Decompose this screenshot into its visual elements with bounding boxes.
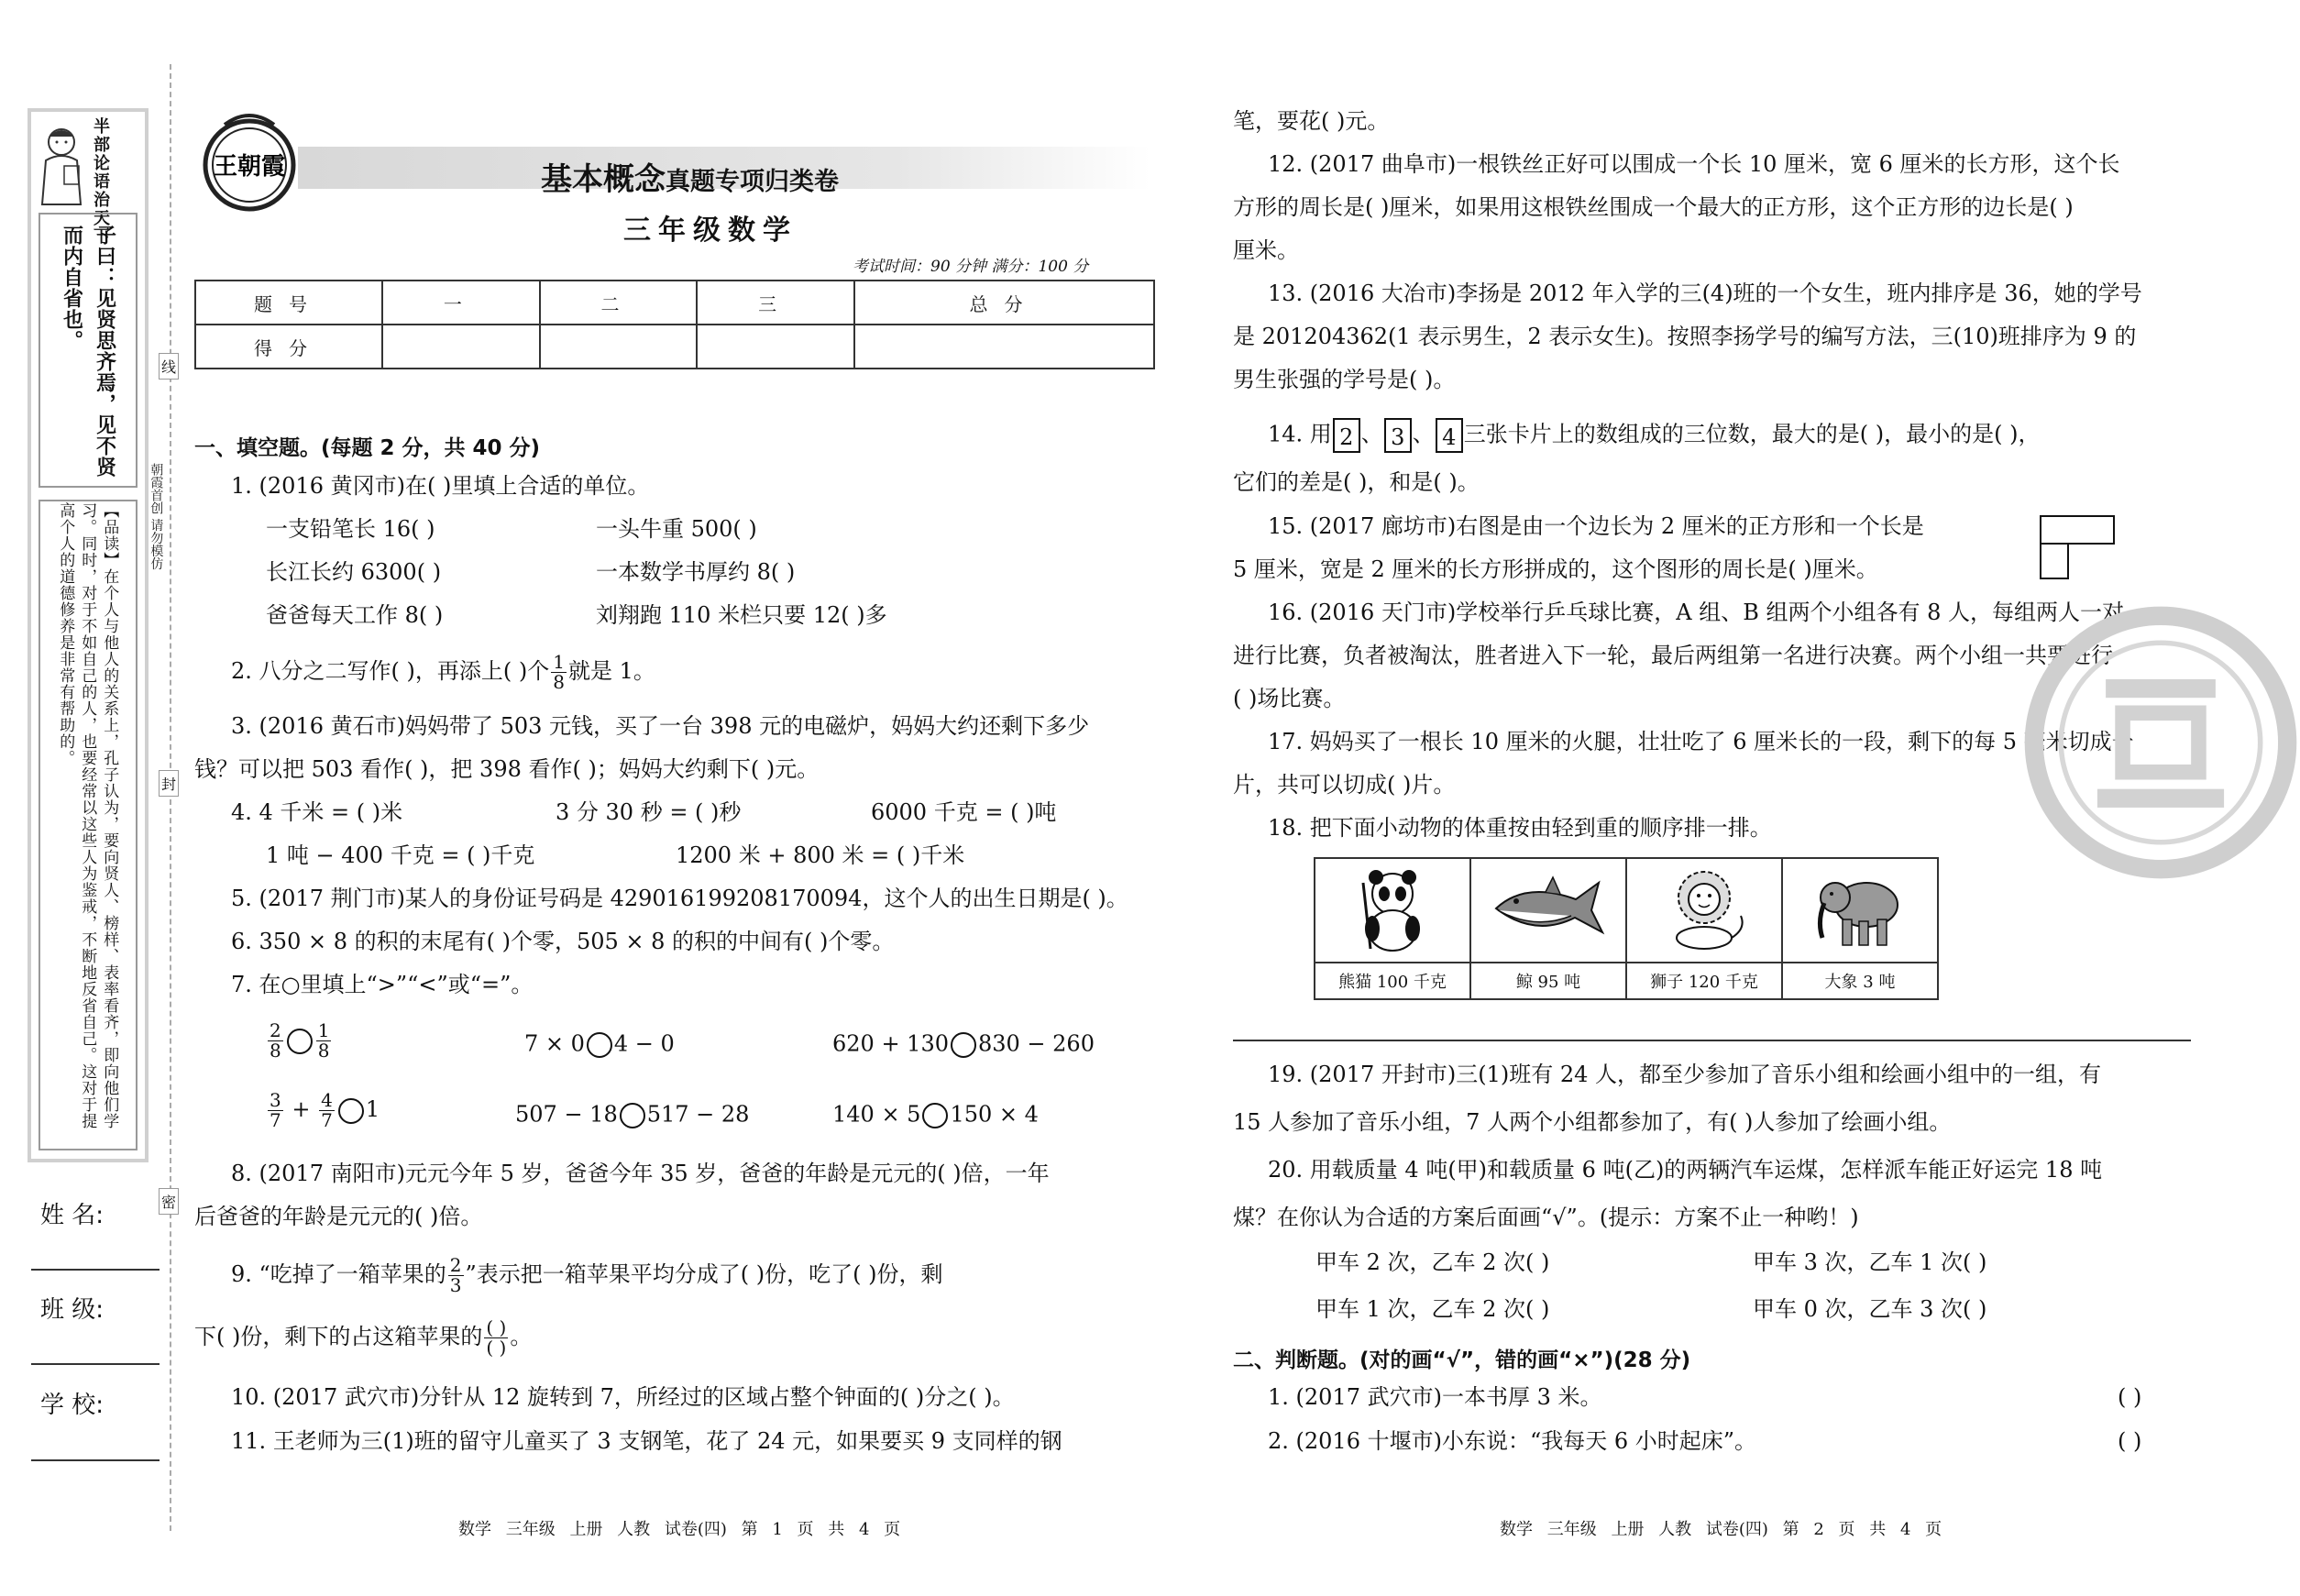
q9-text: 9. “吃掉了一箱苹果的 (231, 1261, 446, 1287)
question-8-line-2: 后爸爸的年龄是元元的( )倍。 (194, 1204, 483, 1229)
score-table-row (195, 325, 1154, 369)
score-cell[interactable] (697, 325, 854, 369)
q1-item-b: 一头牛重 500( ) (596, 516, 757, 542)
question-11-line-2: 笔，要花( )元。 (1233, 108, 1390, 134)
compare-right: 1 (365, 1096, 380, 1122)
animal-picture-cell (1626, 858, 1782, 963)
table-cell: 题号 (195, 281, 382, 325)
q9-text-line2: 下( )份，剩下的占这箱苹果的 (194, 1324, 483, 1349)
compare-right: 4 − 0 (613, 1030, 675, 1057)
q14-text-cont: 三张卡片上的数组成的三位数，最大的是( )，最小的是( )， (1463, 421, 2041, 447)
number-card: 3 (1384, 418, 1412, 453)
lion-icon (1658, 864, 1750, 952)
q1-item-d: 一本数学书厚约 8( ) (596, 559, 796, 585)
score-cell[interactable] (540, 325, 698, 369)
secret-stamp-watermark (2021, 591, 2300, 894)
name-line[interactable] (31, 1269, 160, 1271)
numerator: 2 (449, 1254, 462, 1276)
fraction-one-eighth (316, 1021, 332, 1061)
title-sub: 真题专项归类卷 (666, 168, 839, 196)
denominator: 3 (449, 1274, 462, 1296)
animal-label: 鲸 95 吨 (1470, 963, 1626, 999)
compare-left: 7 × 0 (524, 1030, 585, 1057)
fraction-two-eighths (268, 1021, 283, 1061)
question-13-line-3: 男生张强的学号是( )。 (1233, 367, 1456, 392)
logo-text: 王朝霞 (213, 153, 286, 181)
compare-right: 150 × 4 (950, 1101, 1039, 1128)
copyright-note: 朝霞首创 请勿模仿 (149, 463, 164, 570)
q1-item-a: 一支铅笔长 16( ) (266, 516, 435, 542)
brand-logo (197, 108, 303, 214)
table-cell: 二 (540, 281, 698, 325)
comment-line-2: 习。同时，对于不如自己的人，也要经常以这些人为鉴戒，不断地反省自己。这对于提 (78, 502, 97, 1129)
q4-item-b: 3 分 30 秒 = ( )秒 (556, 799, 742, 825)
animal-weight-table (1314, 857, 1939, 1000)
cut-mark-seal: 封 (159, 770, 179, 797)
denominator: 7 (270, 1109, 281, 1131)
score-table-header (195, 281, 1154, 325)
question-2 (231, 653, 655, 692)
scholar-boy-icon (37, 124, 86, 211)
question-19-line-1: 19. (2017 开封市)三(1)班有 24 人，都至少参加了音乐小组和绘画小组中的一组，有 (1268, 1062, 2102, 1087)
judge-answer-2[interactable]: ( ) (2118, 1428, 2142, 1454)
score-cell[interactable] (854, 325, 1154, 369)
animal-picture-cell (1782, 858, 1938, 963)
question-11-line-1: 11. 王老师为三(1)班的留守儿童买了 3 支钢笔，花了 24 元，如果要买 9 支同样的钢 (231, 1428, 1062, 1454)
animal-label: 大象 3 吨 (1782, 963, 1938, 999)
question-10: 10. (2017 武穴市)分针从 12 旋转到 7，所经过的区域占整个钟面的( )分之( )。 (231, 1384, 1015, 1410)
numerator: 3 (270, 1089, 281, 1111)
question-9-line-2 (194, 1318, 532, 1358)
question-18: 18. 把下面小动物的体重按由轻到重的顺序排一排。 (1268, 815, 1772, 841)
denominator: 8 (270, 1040, 281, 1062)
compare-5 (515, 1103, 749, 1128)
compare-circle[interactable] (951, 1032, 976, 1058)
compare-circle[interactable] (922, 1103, 948, 1128)
title-main: 基本概念 (541, 161, 666, 198)
compare-circle[interactable] (338, 1098, 364, 1124)
elephant-icon (1810, 864, 1910, 952)
judge-answer-1[interactable]: ( ) (2118, 1384, 2142, 1410)
denominator: ( ) (486, 1337, 507, 1359)
paper-title (541, 154, 839, 199)
q4-item-e: 1200 米 + 800 米 = ( )千米 (676, 842, 965, 868)
compare-right: 830 − 260 (977, 1030, 1095, 1057)
compare-circle[interactable] (287, 1029, 313, 1054)
animal-picture-cell (1470, 858, 1626, 963)
animal-label: 熊猫 100 千克 (1315, 963, 1470, 999)
question-20-line-2: 煤？在你认为合适的方案后面画“√”。(提示：方案不止一种哟！) (1233, 1205, 1859, 1230)
page-footer-1: 数学 三年级 上册 人教 试卷(四) 第 1 页 共 4 页 (458, 1520, 901, 1539)
answer-line[interactable] (1233, 1040, 2191, 1041)
judge-question-1: 1. (2017 武穴市)一本书厚 3 米。 (1268, 1384, 1602, 1410)
q9-text-cont: ”表示把一箱苹果平均分成了( )份，吃了( )份，剩 (465, 1261, 943, 1287)
fraction-four-sevenths (319, 1091, 335, 1130)
question-12-line-3: 厘米。 (1233, 237, 1299, 263)
table-cell: 得分 (195, 325, 382, 369)
question-1: 1. (2016 黄冈市)在( )里填上合适的单位。 (231, 473, 650, 499)
compare-2 (524, 1032, 675, 1058)
question-17-line-1: 17. 妈妈买了一根长 10 厘米的火腿，壮壮吃了 6 厘米长的一段，剩下的每 5 毫米切成一 (1268, 729, 2134, 754)
paper-subtitle: 三年级数学 (623, 215, 798, 247)
option-1[interactable]: 甲车 2 次，乙车 2 次( ) (1315, 1249, 1550, 1275)
q14-text: 14. 用 (1268, 421, 1332, 447)
cut-line (170, 64, 171, 1531)
compare-circle[interactable] (620, 1103, 645, 1128)
question-14-line-1: 14. 用 2 、 3 、 4 三张卡片上的数组成的三位数，最大的是( )，最小的是( )， (1268, 418, 2041, 453)
q4-item-d: 1 吨 − 400 千克 = ( )千克 (266, 842, 535, 868)
composite-rectangle-figure (2040, 515, 2115, 579)
question-15-line-2: 5 厘米，宽是 2 厘米的长方形拼成的，这个图形的周长是( )厘米。 (1233, 556, 1878, 582)
quote-line-2: 而内自省也。 (60, 225, 84, 351)
school-label: 学 校: (40, 1392, 105, 1419)
question-5: 5. (2017 荆门市)某人的身份证号码是 429016199208170094，这个人的出生日期是( )。 (231, 886, 1128, 911)
class-label: 班 级: (40, 1296, 105, 1324)
animal-label: 狮子 120 千克 (1626, 963, 1782, 999)
question-19-line-2: 15 人参加了音乐小组，7 人两个小组都参加了，有( )人参加了绘画小组。 (1233, 1109, 1952, 1135)
question-15-line-1: 15. (2017 廊坊市)右图是由一个边长为 2 厘米的正方形和一个长是 (1268, 513, 1924, 539)
page-footer-2: 数学 三年级 上册 人教 试卷(四) 第 2 页 共 4 页 (1500, 1520, 1942, 1539)
question-16-line-2: 进行比赛，负者被淘汰，胜者进入下一轮，最后两组第一名进行决赛。两个小组一共要进行 (1233, 643, 2113, 668)
question-8-line-1: 8. (2017 南阳市)元元今年 5 岁，爸爸今年 35 岁，爸爸的年龄是元元的( )倍，一年 (231, 1161, 1050, 1186)
compare-fractions-1 (266, 1021, 333, 1061)
question-3-line-2: 钱？可以把 503 看作( )，把 398 看作( )；妈妈大约剩下( )元。 (194, 756, 820, 782)
numerator: 4 (321, 1089, 333, 1111)
section-1-heading: 一、填空题。(每题 2 分，共 40 分) (194, 436, 541, 460)
question-13-line-1: 13. (2016 大冶市)李扬是 2012 年入学的三(4)班的一个女生，班内排序是 36，她的学号 (1268, 281, 2142, 306)
question-13-line-2: 是 201204362(1 表示男生，2 表示女生)。按照李扬学号的编写方法，三(10)班排序为 9 的 (1233, 324, 2137, 349)
q1-item-c: 长江长约 6300( ) (266, 559, 442, 585)
q2-text: 2. 八分之二写作( )，再添上( )个 (231, 658, 550, 684)
cut-mark-secret: 密 (159, 1188, 179, 1215)
name-label: 姓 名: (40, 1202, 105, 1229)
class-line[interactable] (31, 1363, 160, 1365)
option-2[interactable]: 甲车 3 次，乙车 1 次( ) (1753, 1249, 1987, 1275)
score-cell[interactable] (382, 325, 540, 369)
question-3-line-1: 3. (2016 黄石市)妈妈带了 503 元钱，买了一台 398 元的电磁炉，妈妈大约还剩下多少 (231, 713, 1090, 739)
compare-left: 507 − 18 (515, 1101, 618, 1128)
compare-left: 140 × 5 (832, 1101, 921, 1128)
compare-right: 517 − 28 (646, 1101, 750, 1128)
numerator: ( ) (486, 1316, 507, 1338)
section-2-heading: 二、判断题。(对的画“√”，错的画“×”)(28 分) (1233, 1348, 1691, 1372)
table-cell: 总分 (854, 281, 1154, 325)
panda-icon (1347, 864, 1438, 952)
compare-6 (832, 1103, 1039, 1128)
compare-fractions-2: $\frac{3}{7}$ + $\frac{4}{7}$ 1 (270, 1089, 380, 1131)
q4-item-c: 6000 千克 = ( )吨 (871, 799, 1057, 825)
question-14-line-2: 它们的差是( )，和是( )。 (1233, 469, 1480, 495)
quote-box (39, 213, 138, 488)
comment-line-1: 【品读】在个人与他人的关系上，孔子认为，要向贤人、榜样、表率看齐，即向他们学 (100, 502, 119, 1129)
question-12-line-2: 方形的周长是( )厘米，如果用这根铁丝围成一个最大的正方形，这个正方形的边长是( ) (1233, 194, 2074, 220)
table-cell: 一 (382, 281, 540, 325)
denominator: 8 (317, 1040, 330, 1062)
option-3[interactable]: 甲车 1 次，乙车 2 次( ) (1315, 1296, 1550, 1322)
compare-3 (832, 1032, 1095, 1058)
school-line[interactable] (31, 1459, 160, 1461)
question-17-line-2: 片，共可以切成( )片。 (1233, 772, 1456, 798)
compare-left: 620 + 130 (832, 1030, 949, 1057)
denominator: 7 (321, 1109, 333, 1131)
fraction-blank[interactable] (484, 1318, 508, 1358)
q1-item-f: 刘翔跑 110 米栏只要 12( )多 (596, 602, 887, 628)
question-9-line-1 (231, 1256, 943, 1295)
whale-icon (1489, 872, 1608, 945)
question-16-line-3: ( )场比赛。 (1233, 686, 1346, 711)
numerator: 1 (553, 651, 565, 673)
fraction-three-sevenths (268, 1091, 283, 1130)
question-16-line-1: 16. (2016 天门市)学校举行乒乓球比赛，A 组、B 组两个小组各有 8 人，每组两人一对 (1268, 600, 2124, 625)
q2-text-end: 就是 1。 (567, 658, 655, 684)
numerator: 1 (317, 1019, 330, 1041)
question-20-line-1: 20. 用载质量 4 吨(甲)和载质量 6 吨(乙)的两辆汽车运煤，怎样派车能正好运完 18 吨 (1268, 1157, 2103, 1183)
quote-line-1: 子曰：见贤思齐焉，见不贤 (93, 225, 117, 478)
fraction-two-thirds (448, 1256, 464, 1295)
q1-item-e: 爸爸每天工作 8( ) (266, 602, 444, 628)
q9-end: 。 (510, 1324, 533, 1349)
number-card: 2 (1333, 418, 1360, 453)
number-card: 4 (1436, 418, 1463, 453)
table-cell: 三 (697, 281, 854, 325)
judge-question-2: 2. (2016 十堰市)小东说：“我每天 6 小时起床”。 (1268, 1428, 1757, 1454)
option-4[interactable]: 甲车 0 次，乙车 3 次( ) (1753, 1296, 1987, 1322)
cut-mark-line: 线 (159, 353, 179, 380)
score-table (194, 280, 1155, 369)
comment-line-3: 高个人的道德修养是非常有帮助的。 (56, 502, 75, 766)
q4-item-a: 4. 4 千米 = ( )米 (231, 799, 403, 825)
fraction-one-eighth (551, 653, 567, 692)
motto: 半部论语治天下 (91, 117, 110, 246)
denominator: 8 (553, 671, 565, 693)
animal-picture-cell (1315, 858, 1470, 963)
numerator: 2 (270, 1019, 281, 1041)
exam-info: 考试时间：90 分钟 满分：100 分 (853, 258, 1089, 276)
question-6: 6. 350 × 8 的积的末尾有( )个零，505 × 8 的积的中间有( )个零。 (231, 929, 895, 954)
compare-circle[interactable] (587, 1032, 612, 1058)
question-7: 7. 在○里填上“>”“<”或“=”。 (231, 972, 534, 997)
question-12-line-1: 12. (2017 曲阜市)一根铁丝正好可以围成一个长 10 厘米，宽 6 厘米的长方形，这个长 (1268, 151, 2120, 177)
